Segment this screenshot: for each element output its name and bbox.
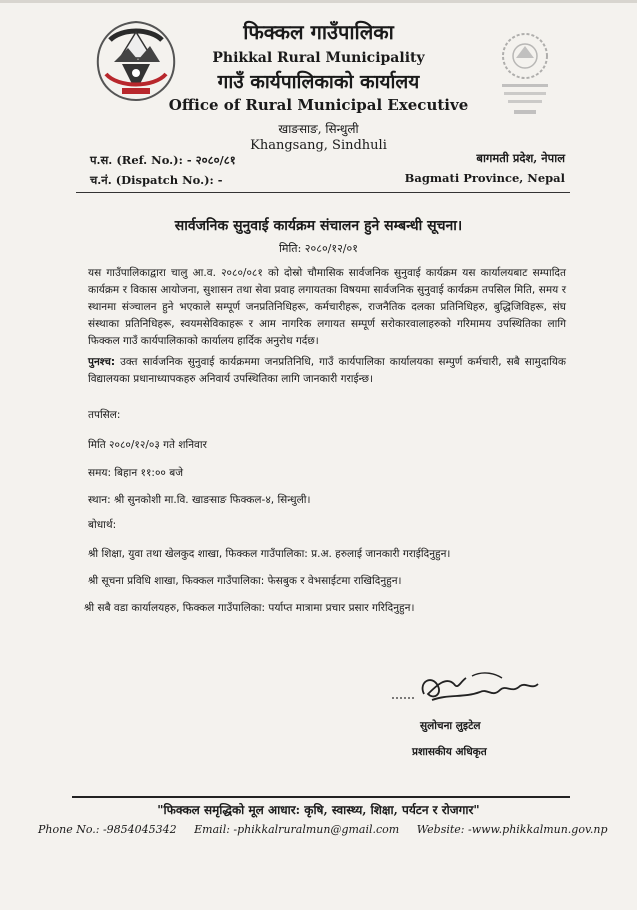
details-label: तपसिल: [88, 409, 121, 421]
info-line-2: श्री सूचना प्रविधि शाखा, फिक्कल गाउँपालिका: फेसबुक र वेभसाईटमा राखिदिनुहुन। [88, 575, 402, 587]
footer-email: Email: -phikkalruralmun@gmail.com [194, 823, 400, 836]
footer-slogan: "फिक्कल समृद्धिको मूल आधार: कृषि, स्वास्थ्य, शिक्षा, पर्यटन र रोजगार" [157, 803, 480, 817]
detail-date: मिति २०८०/१२/०३ गते शनिवार [88, 439, 207, 451]
signatory-name: सुलोचना लुइटेल [420, 720, 481, 732]
detail-time: समय: बिहान ११:०० बजे [88, 467, 184, 479]
signatory-designation: प्रशासकीय अधिकृत [412, 746, 487, 758]
notice-subject: सार्वजनिक सुनुवाई कार्यक्रम संचालन हुने सम्बन्धी सूचना। [174, 218, 463, 234]
footer-contacts [38, 823, 622, 836]
org-name-nepali: फिक्कल गाउँपालिका [243, 20, 394, 44]
footer-website: Website: -www.phikkalmun.gov.np [416, 823, 608, 836]
footer-phone: Phone No.: -9854045342 [38, 823, 177, 836]
org-name-english: Phikkal Rural Municipality [212, 50, 425, 66]
notice-paragraph-2 [88, 354, 566, 388]
top-edge [0, 0, 637, 3]
header-divider [76, 192, 570, 193]
postscript-text: उक्त सार्वजनिक सुनुवाई कार्यक्रममा जनप्रतिनिधि, गाउँ कार्यपालिका कार्यालयका सम्पुर्ण कर्मचारी, सबै सामुदायिक विद्यालयका प्रधानाध्यापकहरु अनिवार्य उपस्थितिका लागि जानकारी गराईन्छ। [88, 356, 566, 385]
dispatch-number: च.नं. (Dispatch No.): - [90, 173, 223, 187]
info-line-3: श्री सबै वडा कार्यालयहरु, फिक्कल गाउँपालिका: पर्याप्त मात्रामा प्रचार प्रसार गरिदिनुहुन। [84, 602, 415, 614]
location-nepali: खाङसाङ, सिन्धुली [278, 122, 359, 136]
footer-divider [72, 796, 570, 798]
info-line-1: श्री शिक्षा, युवा तथा खेलकुद शाखा, फिक्कल गाउँपालिका: प्र.अ. हरुलाई जानकारी गराईदिनुहुन। [88, 548, 451, 560]
notice-date: मिति: २०८०/१२/०१ [279, 242, 358, 255]
location-english: Khangsang, Sindhuli [250, 138, 387, 153]
postscript-label: पुनश्च: [88, 356, 116, 368]
reference-number: प.स. (Ref. No.): - २०८०/८१ [90, 153, 236, 167]
detail-place: स्थान: श्री सुनकोशी मा.वि. खाङसाङ फिक्कल-४, सिन्धुली। [88, 494, 311, 506]
province-english: Bagmati Province, Nepal [404, 171, 565, 185]
office-name-english: Office of Rural Municipal Executive [168, 96, 469, 114]
notice-paragraph-1: यस गाउँपालिकाद्वारा चालु आ.व. २०८०/०८१ को दोस्रो चौमासिक सार्वजनिक सुनुवाई कार्यक्रम यस कार्यालयबाट सम्पादित कार्यक्रम र विकास आयोजना, सुशासन तथा सेवा प्रवाह लगायतका विषयमा सार्वजनिक सुनुवाई कार्यक्रम तपसिल मिति, समय र स्थानमा संञ्चालन हुने भएकाले सम्पूर्ण जनप्रतिनिधिहरू, कर्मचारीहरू, राजनैतिक दलका प्रतिनिधिहरु, बुद्धिजिविहरू, संघ संस्थाका प्रतिनिधिहरू, स्वयमसेविकाहरू र आम नागरिक लगायत सम्पूर्ण सरोकारवालाहरुको गरिमामय उपस्थितिका लागि फिक्कल गाउँ कार्यपालिकाको कार्यालय हार्दिक अनुरोध गर्दछ। [88, 267, 566, 347]
province-nepali: बागमती प्रदेश, नेपाल [476, 151, 565, 165]
office-name-nepali: गाउँ कार्यपालिकाको कार्यालय [217, 71, 420, 93]
signature-image [388, 664, 548, 708]
info-label: बोधार्थ: [88, 519, 117, 531]
